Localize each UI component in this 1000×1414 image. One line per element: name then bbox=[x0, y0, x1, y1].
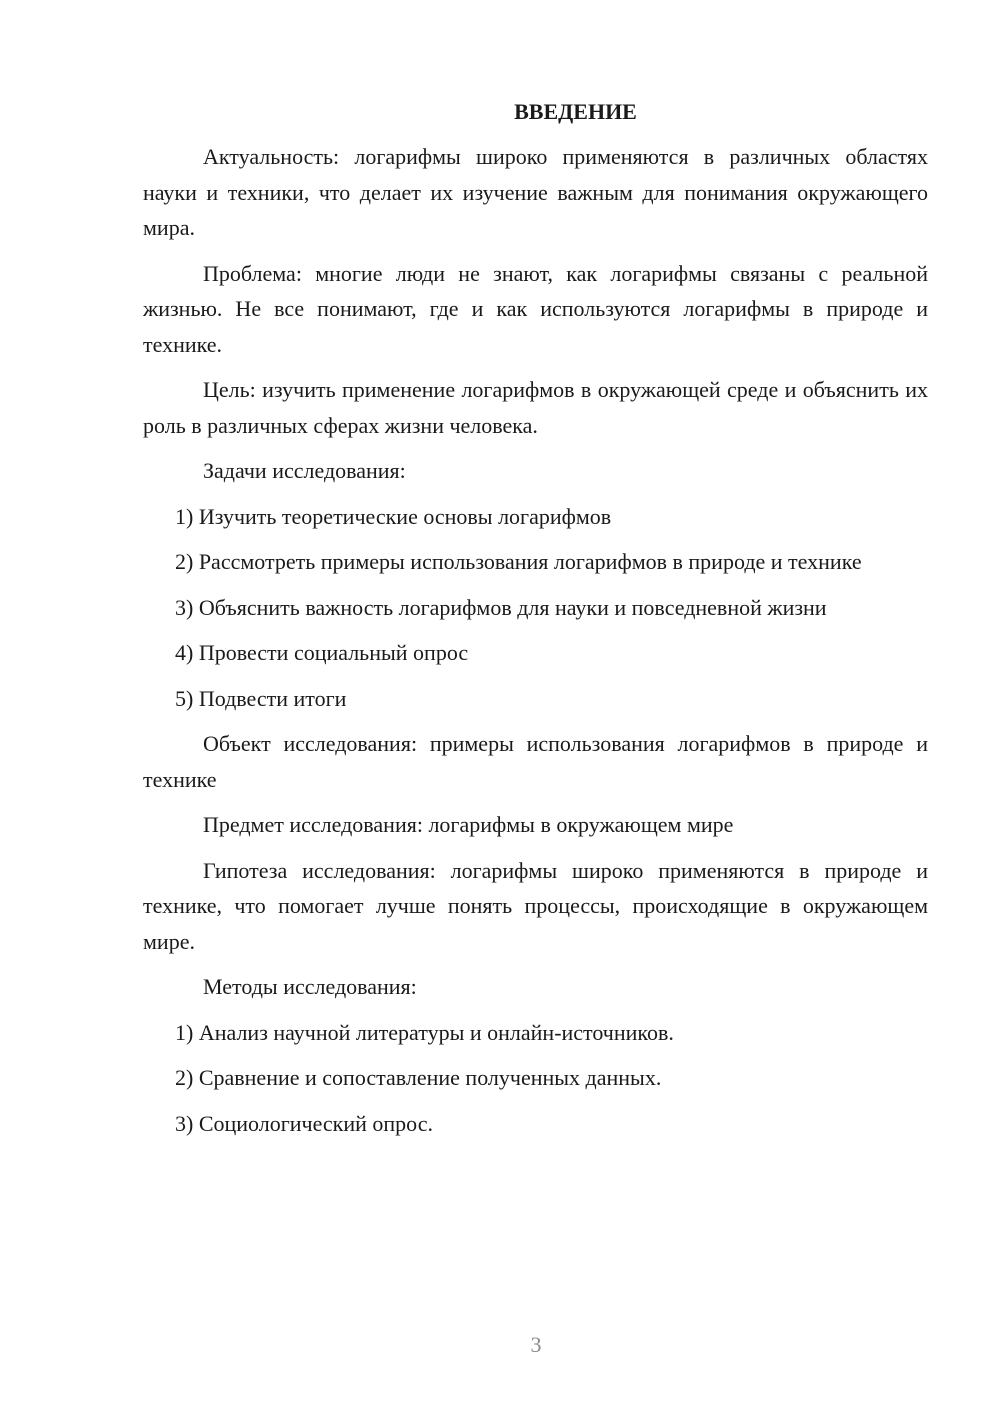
task-item-2: 2) Рассмотреть примеры использования логарифмов в природе и технике bbox=[175, 549, 862, 574]
paragraph-goal: Цель: изучить применение логарифмов в окружающей среде и объяснить их роль в различных сферах жизни человека. bbox=[143, 377, 928, 438]
method-item-1: 1) Анализ научной литературы и онлайн-источников. bbox=[175, 1019, 674, 1045]
task-item-3: 3) Объяснить важность логарифмов для науки и повседневной жизни bbox=[175, 594, 827, 620]
method-item-2: 2) Сравнение и сопоставление полученных данных. bbox=[175, 1065, 662, 1090]
paragraph-subject: Предмет исследования: логарифмы в окружающем мире bbox=[203, 812, 734, 837]
paragraph-hypothesis: Гипотеза исследования: логарифмы широко применяются в природе и технике, что помогает лучше понять процессы, происходящие в окружающем мире. bbox=[143, 857, 928, 954]
tasks-heading: Задачи исследования: bbox=[203, 458, 406, 483]
task-item-1: 1) Изучить теоретические основы логарифмов bbox=[175, 503, 612, 529]
page-number: 3 bbox=[530, 1332, 542, 1357]
paragraph-relevance: Актуальность: логарифмы широко применяются в различных областях науки и техники, что делает их изучение важным для понимания окружающего мира. bbox=[143, 144, 928, 240]
page-content bbox=[143, 94, 928, 1151]
task-item-5: 5) Подвести итоги bbox=[175, 685, 347, 711]
paragraph-problem: Проблема: многие люди не знают, как логарифмы связаны с реальной жизнью. Не все понимают, где и как используются логарифмы в природе и технике. bbox=[143, 260, 928, 357]
methods-heading: Методы исследования: bbox=[203, 974, 417, 999]
section-title: ВВЕДЕНИЕ bbox=[514, 99, 637, 124]
task-item-4: 4) Провести социальный опрос bbox=[175, 640, 469, 665]
paragraph-object: Объект исследования: примеры использования логарифмов в природе и технике bbox=[143, 731, 928, 792]
method-item-3: 3) Социологический опрос. bbox=[175, 1110, 433, 1136]
